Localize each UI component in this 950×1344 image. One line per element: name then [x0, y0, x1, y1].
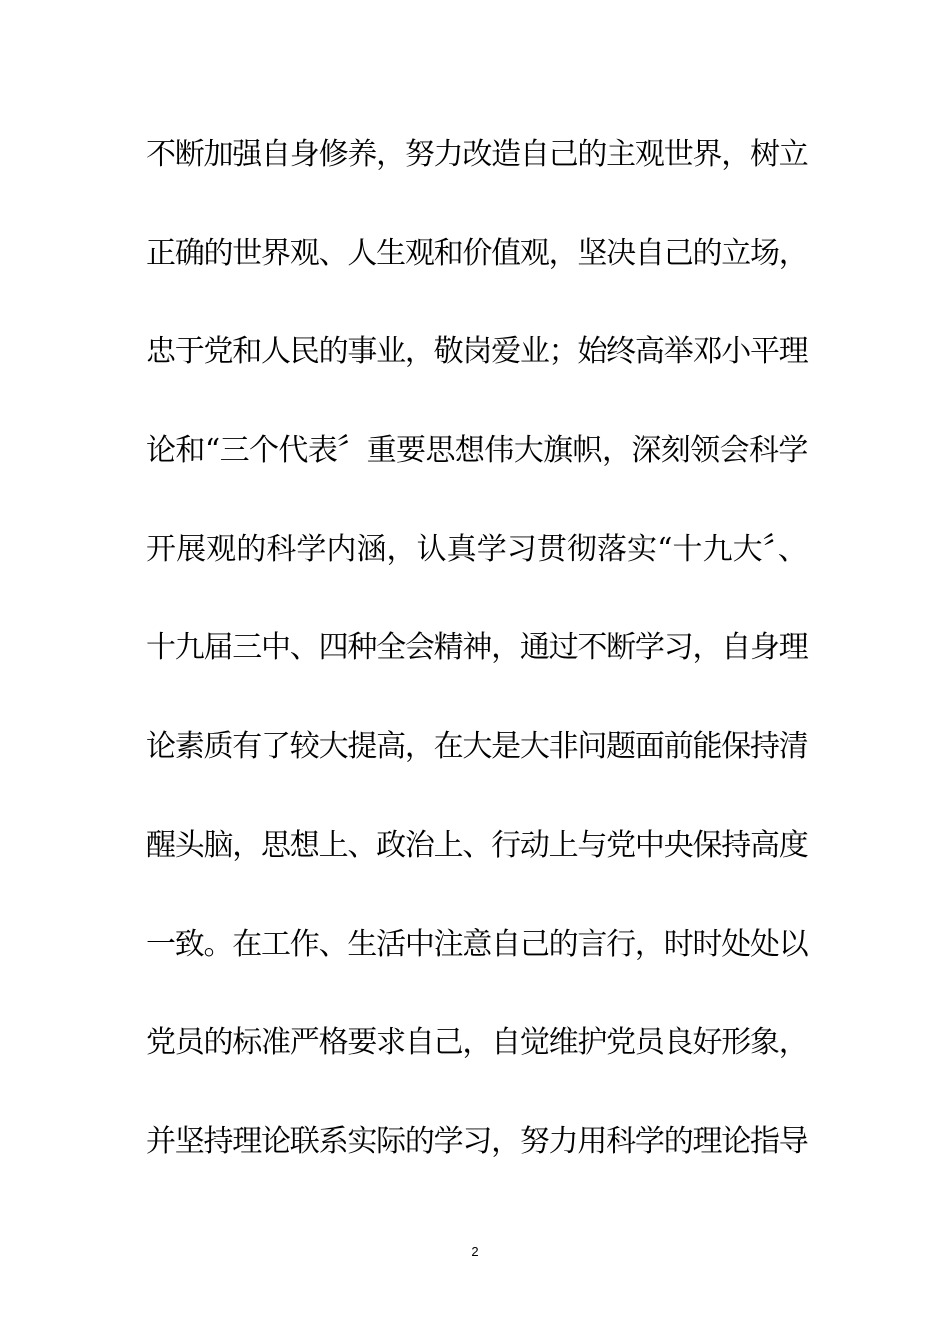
text-line-8: 醒头脑，思想上、政治上、行动上与党中央保持高度	[146, 827, 808, 863]
page-number: 2	[471, 1244, 479, 1259]
text-line-3: 忠于党和人民的事业，敬岗爱业；始终高举邓小平理	[146, 334, 808, 370]
text-line-5: 开展观的科学内涵，认真学习贯彻落实“十九大〞、	[146, 531, 808, 567]
text-line-7: 论素质有了较大提高，在大是大非问题面前能保持清	[146, 729, 808, 765]
text-line-9: 一致。在工作、生活中注意自己的言行，时时处处以	[146, 926, 808, 962]
text-line-4: 论和“三个代表〞重要思想伟大旗帜，深刻领会科学	[146, 433, 808, 469]
text-line-11: 并坚持理论联系实际的学习，努力用科学的理论指导	[146, 1123, 808, 1159]
body-paragraph	[146, 128, 806, 1214]
text-line-6: 十九届三中、四种全会精神，通过不断学习，自身理	[146, 630, 808, 666]
text-line-1: 不断加强自身修养，努力改造自己的主观世界，树立	[146, 137, 808, 172]
text-line-2: 正确的世界观、人生观和价值观，坚决自己的立场，	[146, 235, 808, 271]
text-line-10: 党员的标准严格要求自己，自觉维护党员良好形象，	[146, 1025, 808, 1061]
